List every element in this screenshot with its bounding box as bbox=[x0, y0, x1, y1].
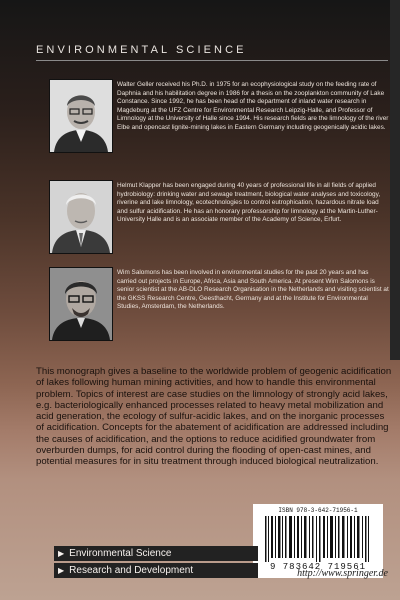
barcode-digits: 9 783642 719561 bbox=[269, 562, 366, 572]
author-bio-geller: Walter Geller received his Ph.D. in 1975 for an ecophysiological study on the feeding rate of Daphnia and his habilitation degree in 1986 for a thesis on the zooplankton community of Lake Constance. Since 1992, he has been head of the department of inland water research in Magdeburg at the UFZ Centre for Environmental Research Leipzig-Halle, and Professor of Limnology at the University of Halle since 1994. His research fields are the limnology of the river Elbe and opencast lignite-mining lakes in Eastern Germany including geogenically acidic lakes. bbox=[117, 81, 389, 131]
category-label: Environmental Science bbox=[69, 548, 172, 559]
play-arrow-icon: ▶ bbox=[58, 549, 65, 558]
portrait-3-image bbox=[50, 268, 112, 340]
barcode-bars-icon bbox=[263, 516, 373, 562]
top-divider bbox=[36, 60, 388, 61]
author-photo-salomons bbox=[49, 267, 113, 341]
portrait-2-image bbox=[50, 181, 112, 253]
portrait-1-image bbox=[50, 80, 112, 152]
author-photo-klapper bbox=[49, 180, 113, 254]
author-bio-klapper: Helmut Klapper has been engaged during 40 years of professional life in all fields of applied hydrobiology: drinking water and sewage treatment, biological water analyses and toxicology, riverine and lake limnology, ecotechnologies to control eutrophication, hazardous nitrate load and sulfur acidification. He has an honorary professorship for limnology at the Martin-Luther-University Halle and is an associate member of the Academy of Science, Erfurt. bbox=[117, 182, 381, 224]
spine-edge bbox=[390, 0, 400, 360]
publisher-url[interactable]: http://www.springer.de bbox=[297, 568, 388, 579]
author-bio-salomons: Wim Salomons has been involved in environmental studies for the past 20 years and has carried out projects in Europe, Africa, Asia and South America. At present Wim Salomons is senior scientist at the AB-DLO Research Organisation in the Netherlands and visiting scientist at the GKSS Research Centre, Geesthacht, Germany and at the Institute for Environmental Studies, Amsterdam, the Netherlands. bbox=[117, 269, 389, 311]
category-research-development bbox=[54, 563, 258, 578]
isbn-barcode bbox=[253, 504, 383, 578]
series-title: ENVIRONMENTAL SCIENCE bbox=[36, 44, 247, 56]
book-description: This monograph gives a baseline to the worldwide problem of geogenic acidification of lakes following human mining activities, and how to handle this environmental problem. Topics of interest are case studies on the limnology of strongly acid lakes, e.g. bacteriologically enhanced processes related to heavy metal mobilization and acid generation, the ecology of sulfur-acidic lakes, and on the inorganic processes of acidification. Concepts for the abatement of acidification are addressed including the causes of acidification, and the options to reduce acidified groundwater from overburden dumps, for acid control during the flooding of open-cast mines, and potential measures for in situ treatment through induced biological neutralization. bbox=[36, 366, 392, 468]
category-environmental-science bbox=[54, 546, 258, 561]
author-photo-geller bbox=[49, 79, 113, 153]
play-arrow-icon: ▶ bbox=[58, 566, 65, 575]
isbn-text: ISBN 978-3-642-71956-1 bbox=[278, 507, 358, 514]
category-label: Research and Development bbox=[69, 565, 194, 576]
